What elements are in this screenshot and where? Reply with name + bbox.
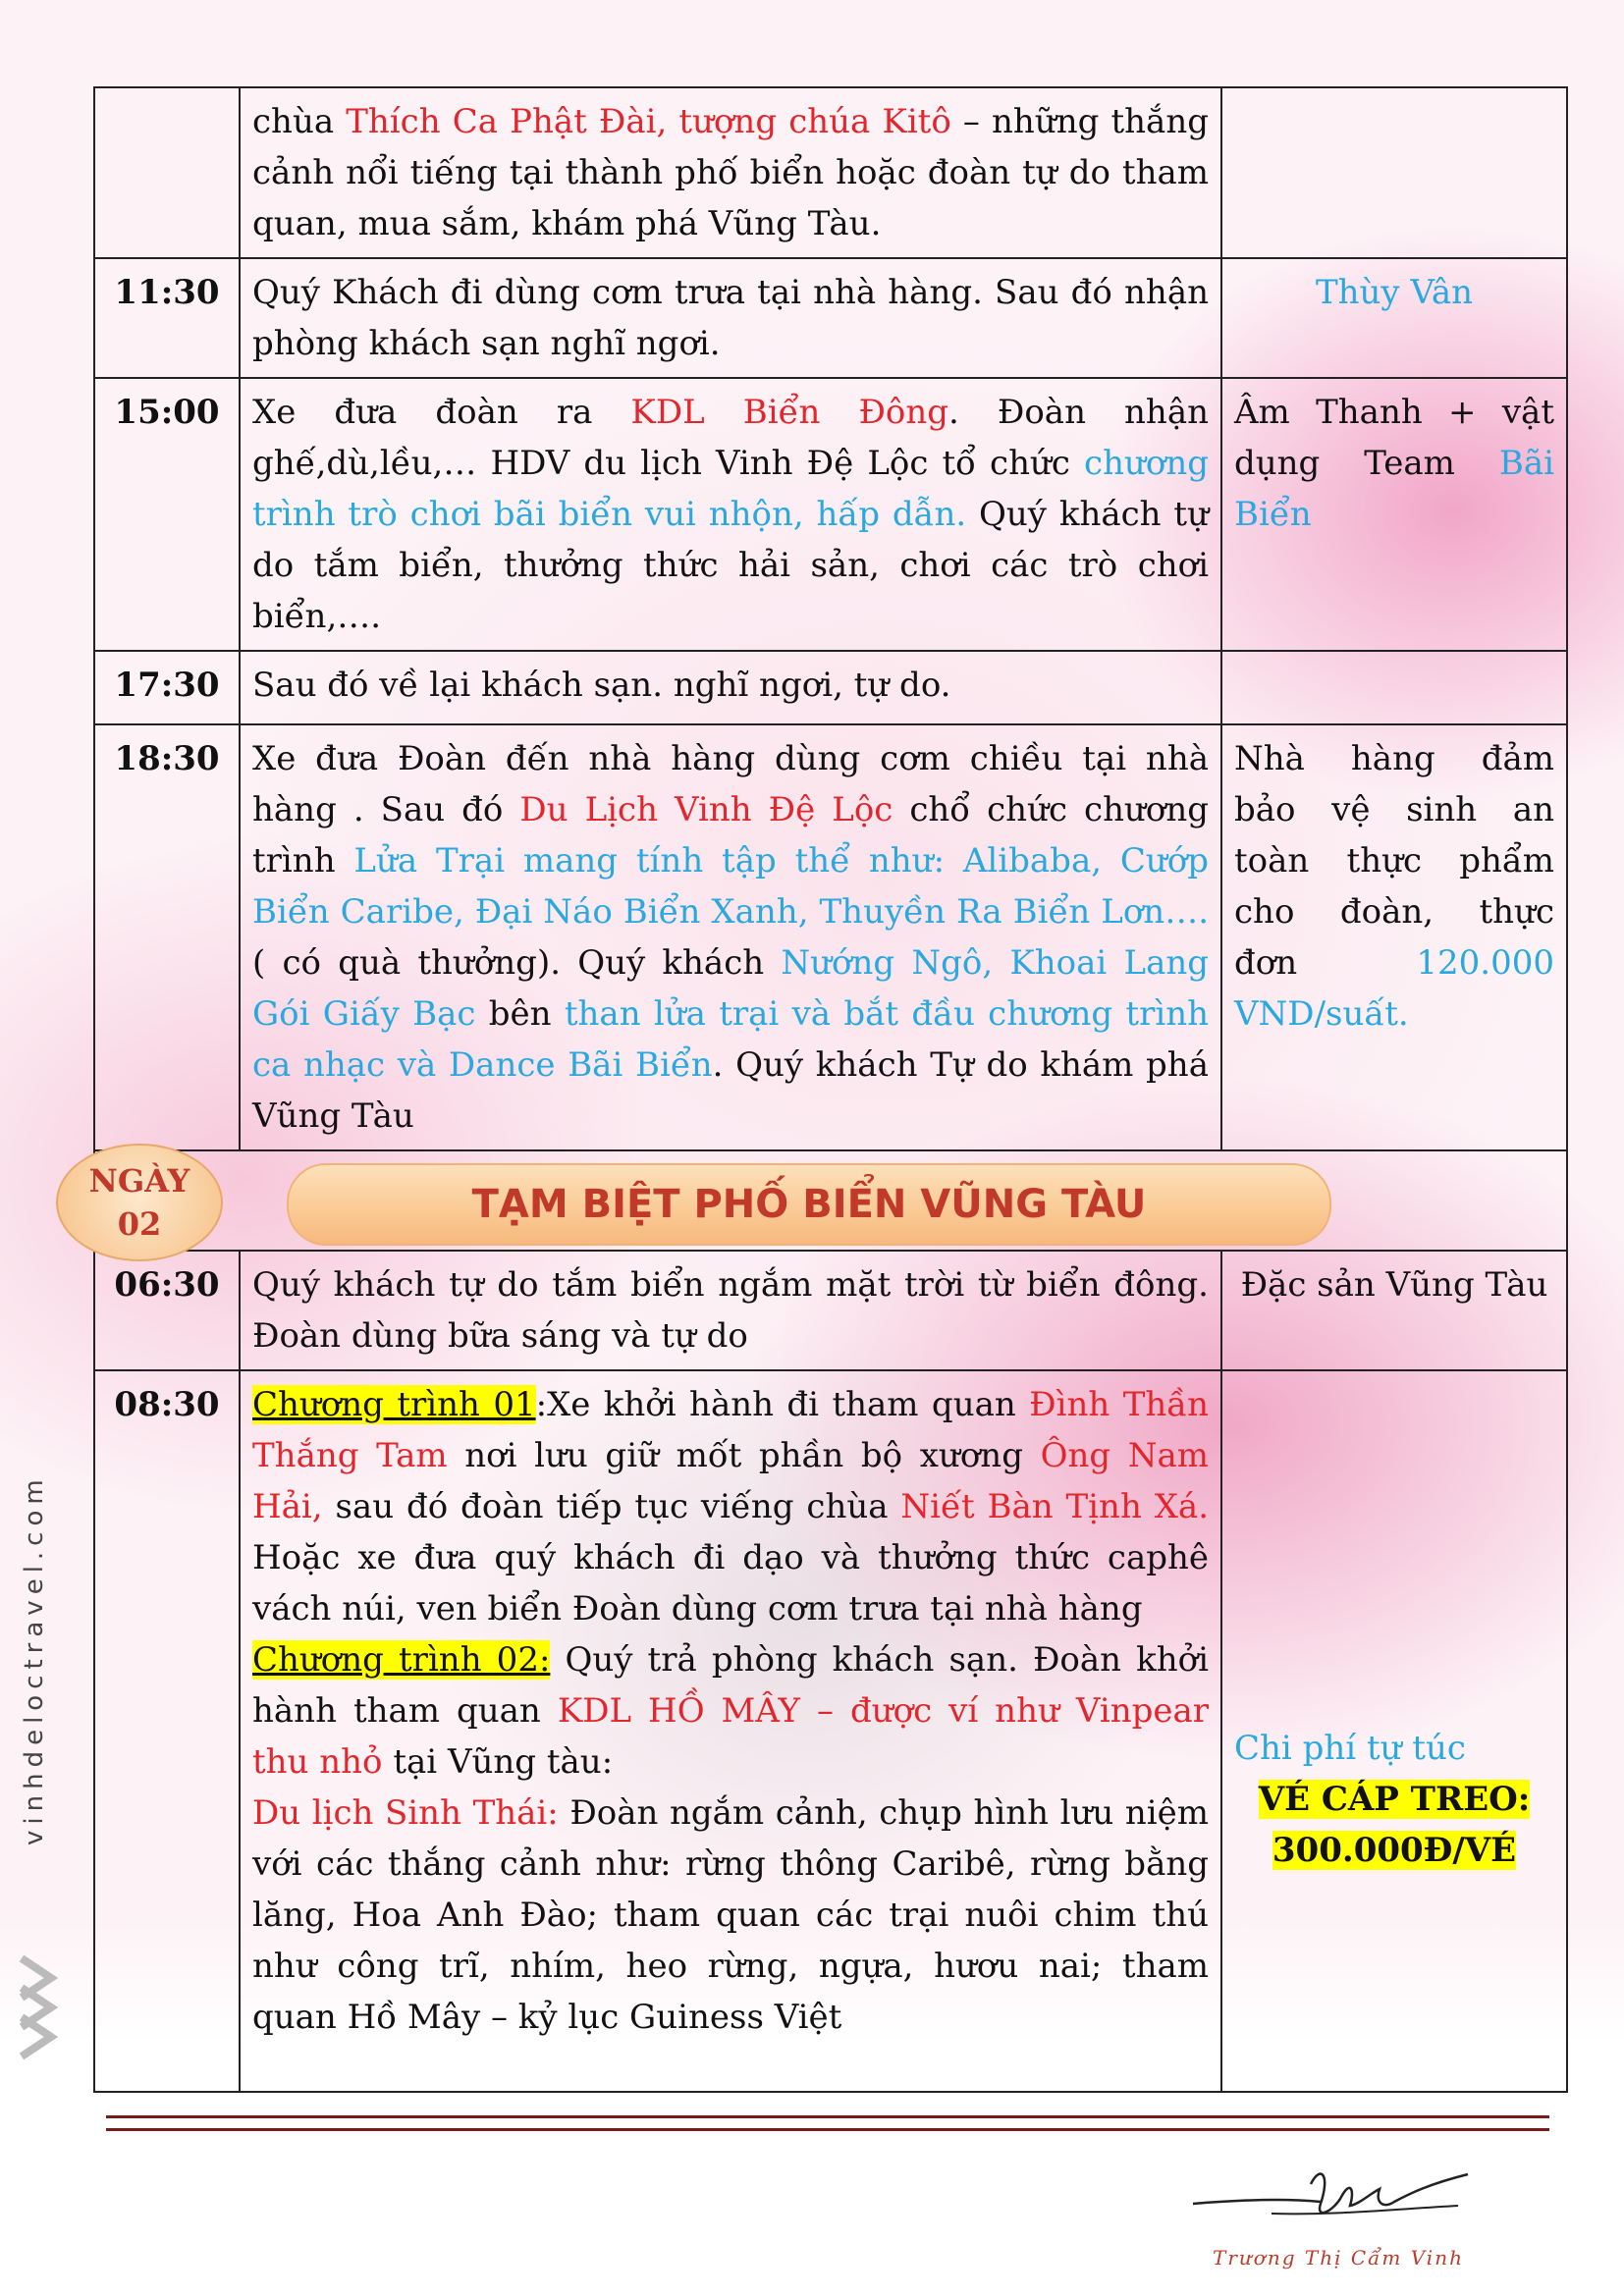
activity-cell	[240, 1251, 1221, 1370]
text-run: Nhà hàng đảm bảo vệ sinh an toàn thực phẩm cho đoàn, thực đơn	[1234, 739, 1554, 983]
activity-cell	[240, 87, 1221, 258]
activity-cell	[240, 378, 1221, 651]
schedule-row	[94, 1251, 1567, 1370]
note-cell	[1221, 1251, 1567, 1370]
day-badge-number: 02	[117, 1205, 162, 1243]
self-paid-label: Chi phí tự túc	[1234, 1729, 1466, 1768]
text-run: 120.000 VND/suất.	[1234, 943, 1554, 1034]
text-run: . Quý khách Tự do khám phá Vũng Tàu	[252, 1045, 1209, 1136]
text-run: Sau đó về lại khách sạn. nghĩ ngơi, tự do.	[252, 666, 951, 705]
day-02-banner-row	[94, 1150, 1567, 1251]
text-run: Niết Bàn Tịnh Xá.	[900, 1487, 1209, 1526]
text-run: Quý khách tự do tắm biển ngắm mặt trời từ biển đông. Đoàn dùng bữa sáng và tự do	[252, 1265, 1209, 1356]
note-cell	[1221, 1370, 1567, 2092]
note-cell	[1221, 724, 1567, 1150]
text-run: chùa	[252, 102, 347, 141]
signature-image	[1173, 2145, 1537, 2282]
text-run: Nướng Ngô, Khoai Lang Gói Giấy Bạc	[252, 943, 1210, 1034]
text-run: chổ chức chương trình	[252, 790, 1209, 881]
text-run: Chương trình 02:	[252, 1640, 551, 1680]
time-cell: 08:30	[94, 1370, 240, 2092]
schedule-row	[94, 724, 1567, 1150]
text-run: Thùy Vân	[1315, 273, 1474, 312]
text-run: Âm Thanh + vật dụng Team	[1234, 393, 1554, 483]
time-cell: 11:30	[94, 258, 240, 378]
schedule-table	[88, 86, 1568, 2093]
activity-cell	[240, 651, 1221, 724]
text-run: Thích Ca Phật Đài, tượng chúa Kitô	[346, 102, 951, 141]
time-cell: 17:30	[94, 651, 240, 724]
text-run: – những thắng cảnh nổi tiếng tại thành phố biển hoặc đoàn tự do tham quan, mua sắm, khám phá Vũng Tàu.	[252, 102, 1209, 243]
note-cell	[1221, 378, 1567, 651]
note-cell	[1221, 258, 1567, 378]
text-run: Ông Nam Hải,	[252, 1436, 1209, 1526]
note-cell	[1221, 87, 1567, 258]
text-run: Đặc sản Vũng Tàu	[1240, 1265, 1548, 1305]
activity-cell	[240, 258, 1221, 378]
footer-divider	[106, 2115, 1549, 2131]
text-run: KDL Biển Đông	[630, 393, 949, 432]
text-run: KDL HỒ MÂY – được ví như Vinpear thu nhỏ	[252, 1691, 1209, 1782]
cable-car-price: VÉ CÁP TREO:	[1258, 1780, 1531, 1819]
svg-text:Trương Thị Cẩm Vinh: Trương Thị Cẩm Vinh	[1213, 2246, 1464, 2269]
text-run: Đình Thần Thắng Tam	[252, 1385, 1209, 1475]
day-title: TẠM BIỆT PHỐ BIỂN VŨNG TÀU	[287, 1163, 1331, 1246]
text-run: Đoàn ngắm cảnh, chụp hình lưu niệm với các thắng cảnh như: rừng thông Caribê, rừng bằng lăng, Hoa Anh Đào; tham quan các trại nuôi chim thú như công trĩ, nhím, heo rừng, ngựa, hươu nai; tham quan Hồ Mây – kỷ lục Guiness Việt	[252, 1793, 1209, 2037]
time-cell: 18:30	[94, 724, 240, 1150]
text-run: Hoặc xe đưa quý khách đi dạo và thưởng thức caphê vách núi, ven biển Đoàn dùng cơm trưa tại nhà hàng	[252, 1538, 1209, 1629]
text-run: Xe đưa đoàn ra	[252, 393, 631, 432]
text-run: sau đó đoàn tiếp tục viếng chùa	[322, 1487, 901, 1526]
time-cell: 06:30	[94, 1251, 240, 1370]
text-run: Quý Khách đi dùng cơm trưa tại nhà hàng. Sau đó nhận phòng khách sạn nghĩ ngơi.	[252, 273, 1209, 363]
day-badge	[56, 1144, 223, 1261]
text-run: Quý trả phòng khách sạn. Đoàn khởi hành tham quan	[252, 1640, 1209, 1731]
text-run: Lửa Trại mang tính tập thể như: Alibaba, Cướp Biển Caribe, Đại Náo Biển Xanh, Thuyền Ra Biển Lơn….	[252, 841, 1209, 932]
schedule-row	[94, 651, 1567, 724]
note-cell	[1221, 651, 1567, 724]
text-run: Du lịch Sinh Thái:	[252, 1793, 559, 1833]
text-run: Quý khách tự do tắm biển, thưởng thức hải sản, chơi các trò chơi biển,….	[252, 495, 1209, 636]
text-run: than lửa trại và bắt đầu chương trình ca nhạc và Dance Bãi Biển	[252, 994, 1210, 1085]
text-run: Chương trình 01	[252, 1385, 536, 1424]
text-run: Xe đưa Đoàn đến nhà hàng dùng cơm chiều tại nhà hàng . Sau đó	[252, 739, 1209, 829]
schedule-row	[94, 258, 1567, 378]
time-cell	[94, 87, 240, 258]
activity-cell	[240, 724, 1221, 1150]
text-run: :Xe khởi hành đi tham quan	[535, 1385, 1030, 1424]
schedule-row	[94, 87, 1567, 258]
schedule-row	[94, 378, 1567, 651]
text-run: ( có quà thưởng). Quý khách	[252, 943, 782, 983]
time-cell: 15:00	[94, 378, 240, 651]
watermark-website: vinhdeloctravel.com	[20, 1473, 49, 1845]
text-run: chương trình trò chơi bãi biển vui nhộn, hấp dẫn.	[252, 444, 1209, 534]
chevron-watermark-icon	[12, 1953, 65, 2061]
text-run: nơi lưu giữ mốt phần bộ xương	[447, 1436, 1041, 1475]
text-run: . Đoàn nhận ghế,dù,lều,… HDV du lịch Vinh Đệ Lộc tổ chức	[252, 393, 1209, 483]
day-badge-label: NGÀY	[88, 1162, 190, 1200]
schedule-row	[94, 1370, 1567, 2092]
cable-car-price: 300.000Đ/VÉ	[1272, 1831, 1517, 1870]
text-run: bên	[475, 994, 565, 1034]
text-run: tại Vũng tàu:	[382, 1742, 614, 1782]
text-run: Bãi Biển	[1234, 444, 1554, 534]
activity-cell	[240, 1370, 1221, 2092]
text-run: Du Lịch Vinh Đệ Lộc	[519, 790, 893, 829]
